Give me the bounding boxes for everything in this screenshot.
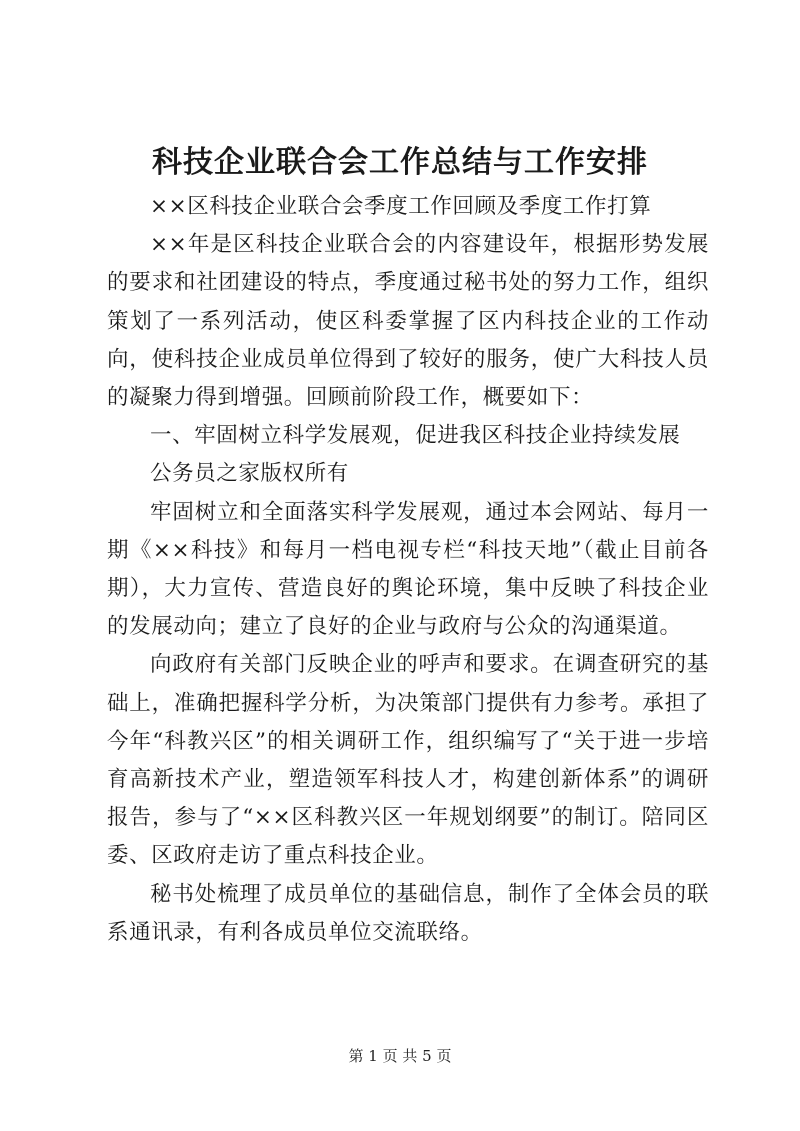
subtitle-paragraph: ××区科技企业联合会季度工作回顾及季度工作打算 [150, 194, 652, 219]
document-body [107, 188, 709, 952]
body-paragraph: 向政府有关部门反映企业的呼声和要求。在调查研究的基础上，准确把握科学分析，为决策部门提供有力参考。承担了今年“科教兴区”的相关调研工作，组织编写了“关于进一步培育高新技术产业，塑造领军科技人才，构建创新体系”的调研报告，参与了“××区科教兴区一年规划纲要”的制订。陪同区委、区政府走访了重点科技企业。 [107, 652, 709, 869]
copyright-note: 公务员之家版权所有 [150, 461, 349, 487]
body-paragraph: 秘书处梳理了成员单位的基础信息，制作了全体会员的联系通讯录，有利各成员单位交流联络。 [107, 881, 709, 945]
page-title: 科技企业联合会工作总结与工作安排 [152, 145, 648, 180]
body-paragraph: 牢固树立和全面落实科学发展观，通过本会网站、每月一期《××科技》和每月一档电视专栏“科技天地”（截止目前各期），大力宣传、营造良好的舆论环境，集中反映了科技企业的发展动向；建立了良好的企业与政府与公众的沟通渠道。 [107, 499, 709, 640]
page-number-footer: 第 1 页 共 5 页 [348, 1047, 452, 1065]
body-paragraph: ××年是区科技企业联合会的内容建设年，根据形势发展的要求和社团建设的特点，季度通过秘书处的努力工作，组织策划了一系列活动，使区科委掌握了区内科技企业的工作动向，使科技企业成员单位得到了较好的服务，使广大科技人员的凝聚力得到增强。回顾前阶段工作，概要如下： [107, 232, 709, 411]
section-heading: 一、牢固树立科学发展观，促进我区科技企业持续发展 [150, 423, 681, 449]
